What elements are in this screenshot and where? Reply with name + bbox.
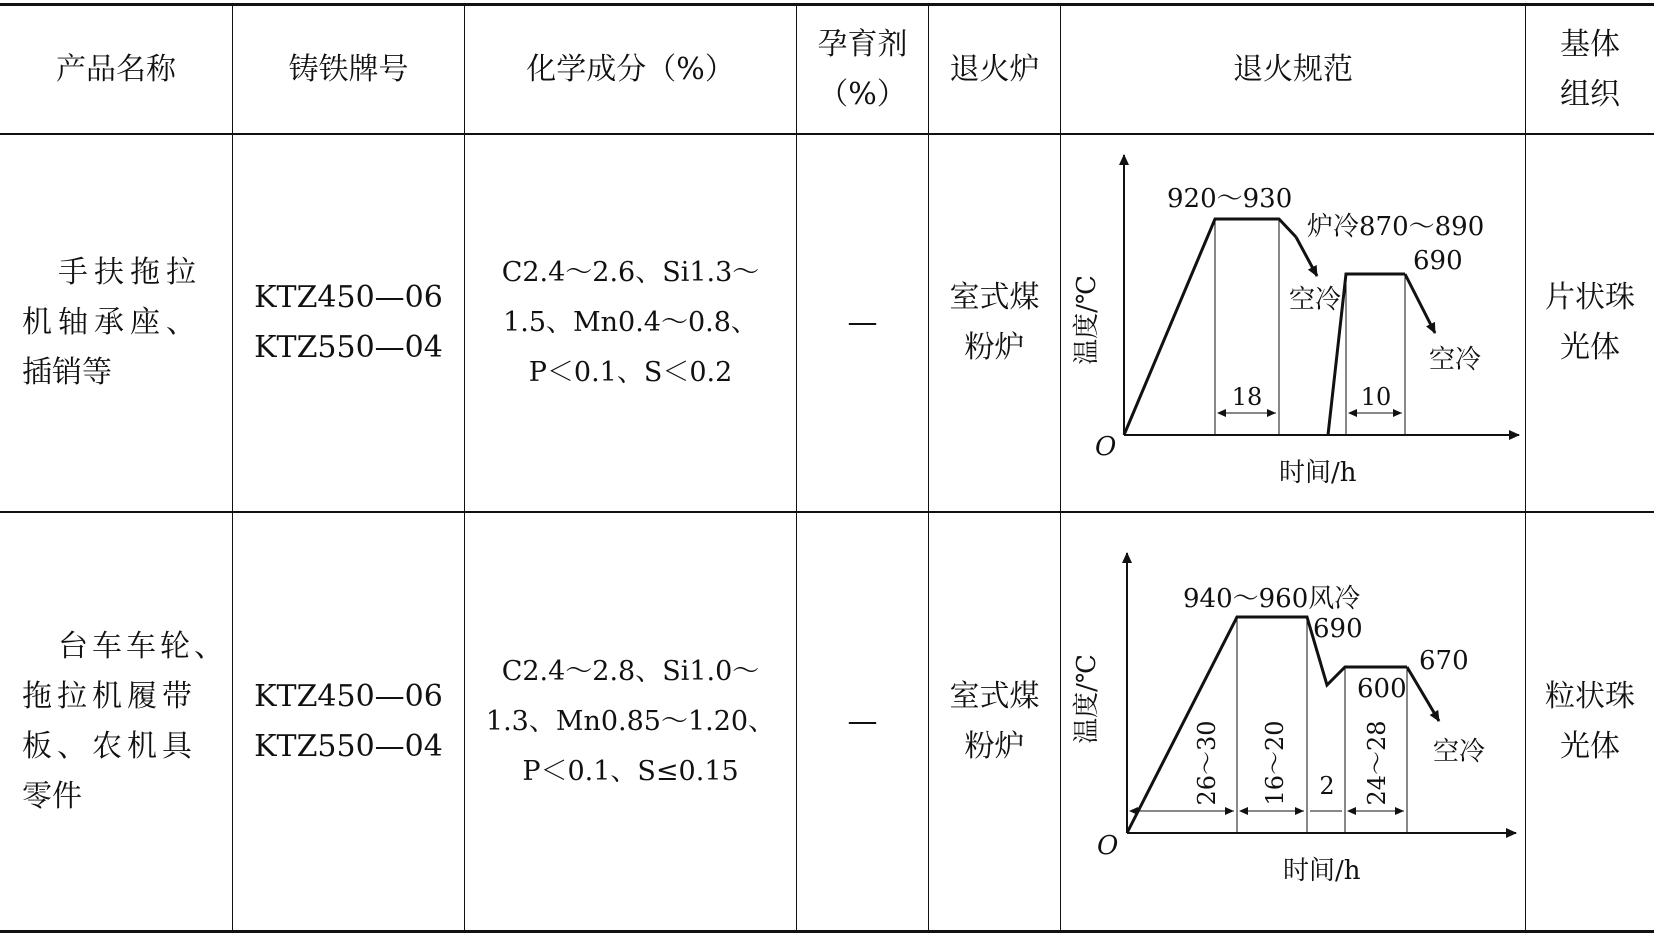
row1-label-t2: 炉冷870～890 — [1307, 212, 1485, 242]
row1-matrix-line1: 片状珠 — [1545, 280, 1635, 315]
row1-grade-1: KTZ450—06 — [254, 280, 443, 315]
row1-chem — [465, 135, 796, 511]
row1-label-cool1: 空冷 — [1289, 285, 1342, 315]
header-matrix — [1526, 6, 1654, 133]
row1-chem-line3: P＜0.1、S＜0.2 — [528, 357, 733, 388]
row1-chem-line2: 1.5、Mn0.4～0.8、 — [503, 307, 758, 338]
row1-ylabel: 温度/℃ — [1072, 275, 1102, 365]
row2-grade-1: KTZ450—06 — [254, 678, 443, 714]
row1-furnace — [929, 135, 1060, 511]
row1-label-d2: 10 — [1360, 383, 1392, 411]
row2-inoculant-text: — — [847, 703, 878, 739]
row1-furnace-line1: 室式煤 — [949, 280, 1040, 315]
row2-furnace-line1: 室式煤 — [949, 678, 1040, 714]
row1-cool-arrow-1 — [1296, 237, 1317, 276]
row1-label-cool2: 空冷 — [1429, 345, 1482, 375]
row2-grade — [233, 513, 464, 930]
row2-inoculant — [797, 513, 928, 930]
header-spec — [1061, 6, 1525, 133]
row1-inoculant — [797, 135, 928, 511]
row2-label-t3: 600 — [1357, 674, 1407, 704]
header-inoculant-line2: （%） — [818, 76, 907, 112]
row2-label-cool: 空冷 — [1433, 737, 1486, 767]
header-furnace — [929, 6, 1060, 133]
row2-label-t1: 940～960风冷 — [1183, 584, 1361, 614]
row1-label-t3: 690 — [1413, 246, 1463, 276]
row2-origin: O — [1097, 831, 1119, 861]
row2-label-d2: 16～20 — [1261, 720, 1289, 806]
row1-curve-stage1 — [1124, 219, 1296, 435]
header-chem-text: 化学成分（%） — [526, 51, 735, 87]
row2-matrix — [1526, 513, 1654, 930]
row2-chem-line1: C2.4～2.8、Si1.0～ — [501, 655, 760, 687]
row2-chem-line2: 1.3、Mn0.85～1.20、 — [485, 705, 776, 737]
row1-chem-line1: C2.4～2.6、Si1.3～ — [501, 257, 760, 288]
row2-matrix-line2: 光体 — [1560, 728, 1620, 764]
row1-product — [0, 135, 232, 511]
table-bottom-rule — [0, 930, 1654, 933]
row1-product-line3: 插销等 — [22, 355, 112, 390]
row1-matrix-line2: 光体 — [1560, 330, 1620, 365]
row1-product-line2: 机轴承座、 — [22, 305, 202, 340]
row1-furnace-line2: 粉炉 — [964, 330, 1025, 365]
row2-product-line1: 台车车轮、 — [58, 628, 228, 664]
row2-furnace — [929, 513, 1060, 930]
row2-furnace-line2: 粉炉 — [964, 728, 1025, 764]
header-inoculant-line1: 孕育剂 — [817, 26, 908, 62]
row2-product-line3: 板、农机具 — [22, 728, 197, 764]
header-product — [0, 6, 232, 133]
row1-annealing-diagram — [1061, 135, 1525, 511]
row1-origin: O — [1095, 432, 1117, 462]
header-chem — [465, 6, 796, 133]
row2-ylabel: 温度/℃ — [1072, 654, 1102, 744]
row2-annealing-diagram — [1061, 513, 1525, 930]
row2-grade-2: KTZ550—04 — [254, 728, 443, 764]
row2-label-t4: 670 — [1419, 646, 1469, 676]
header-grade — [233, 6, 464, 133]
row1-cool-arrow-2 — [1405, 274, 1435, 333]
row1-label-d1: 18 — [1231, 383, 1263, 411]
row2-product-line4: 零件 — [22, 778, 82, 814]
row2-label-d4: 24～28 — [1363, 720, 1391, 806]
row1-product-line1: 手扶拖拉 — [58, 255, 202, 290]
header-grade-text: 铸铁牌号 — [288, 51, 409, 87]
row2-matrix-line1: 粒状珠 — [1545, 678, 1635, 714]
row1-inoculant-text: — — [847, 305, 878, 340]
row2-chem-line3: P＜0.1、S≤0.15 — [522, 755, 739, 787]
header-furnace-text: 退火炉 — [949, 51, 1040, 87]
row1-matrix — [1526, 135, 1654, 511]
header-matrix-line2: 组织 — [1560, 76, 1620, 112]
row2-label-d3: 2 — [1319, 772, 1335, 800]
row2-chem — [465, 513, 796, 930]
header-spec-text: 退火规范 — [1233, 51, 1353, 87]
row2-label-t2: 690 — [1313, 614, 1363, 644]
row2-label-d1: 26～30 — [1193, 720, 1221, 806]
row2-xlabel: 时间/h — [1283, 856, 1361, 886]
header-product-text: 产品名称 — [56, 51, 176, 87]
header-matrix-line1: 基体 — [1560, 26, 1620, 62]
row2-product — [0, 513, 232, 930]
header-inoculant — [797, 6, 928, 133]
row1-label-t1: 920～930 — [1167, 184, 1293, 214]
row1-grade — [233, 135, 464, 511]
row2-product-line2: 拖拉机履带 — [22, 678, 197, 714]
row1-xlabel: 时间/h — [1279, 458, 1357, 488]
row1-grade-2: KTZ550—04 — [254, 330, 443, 365]
